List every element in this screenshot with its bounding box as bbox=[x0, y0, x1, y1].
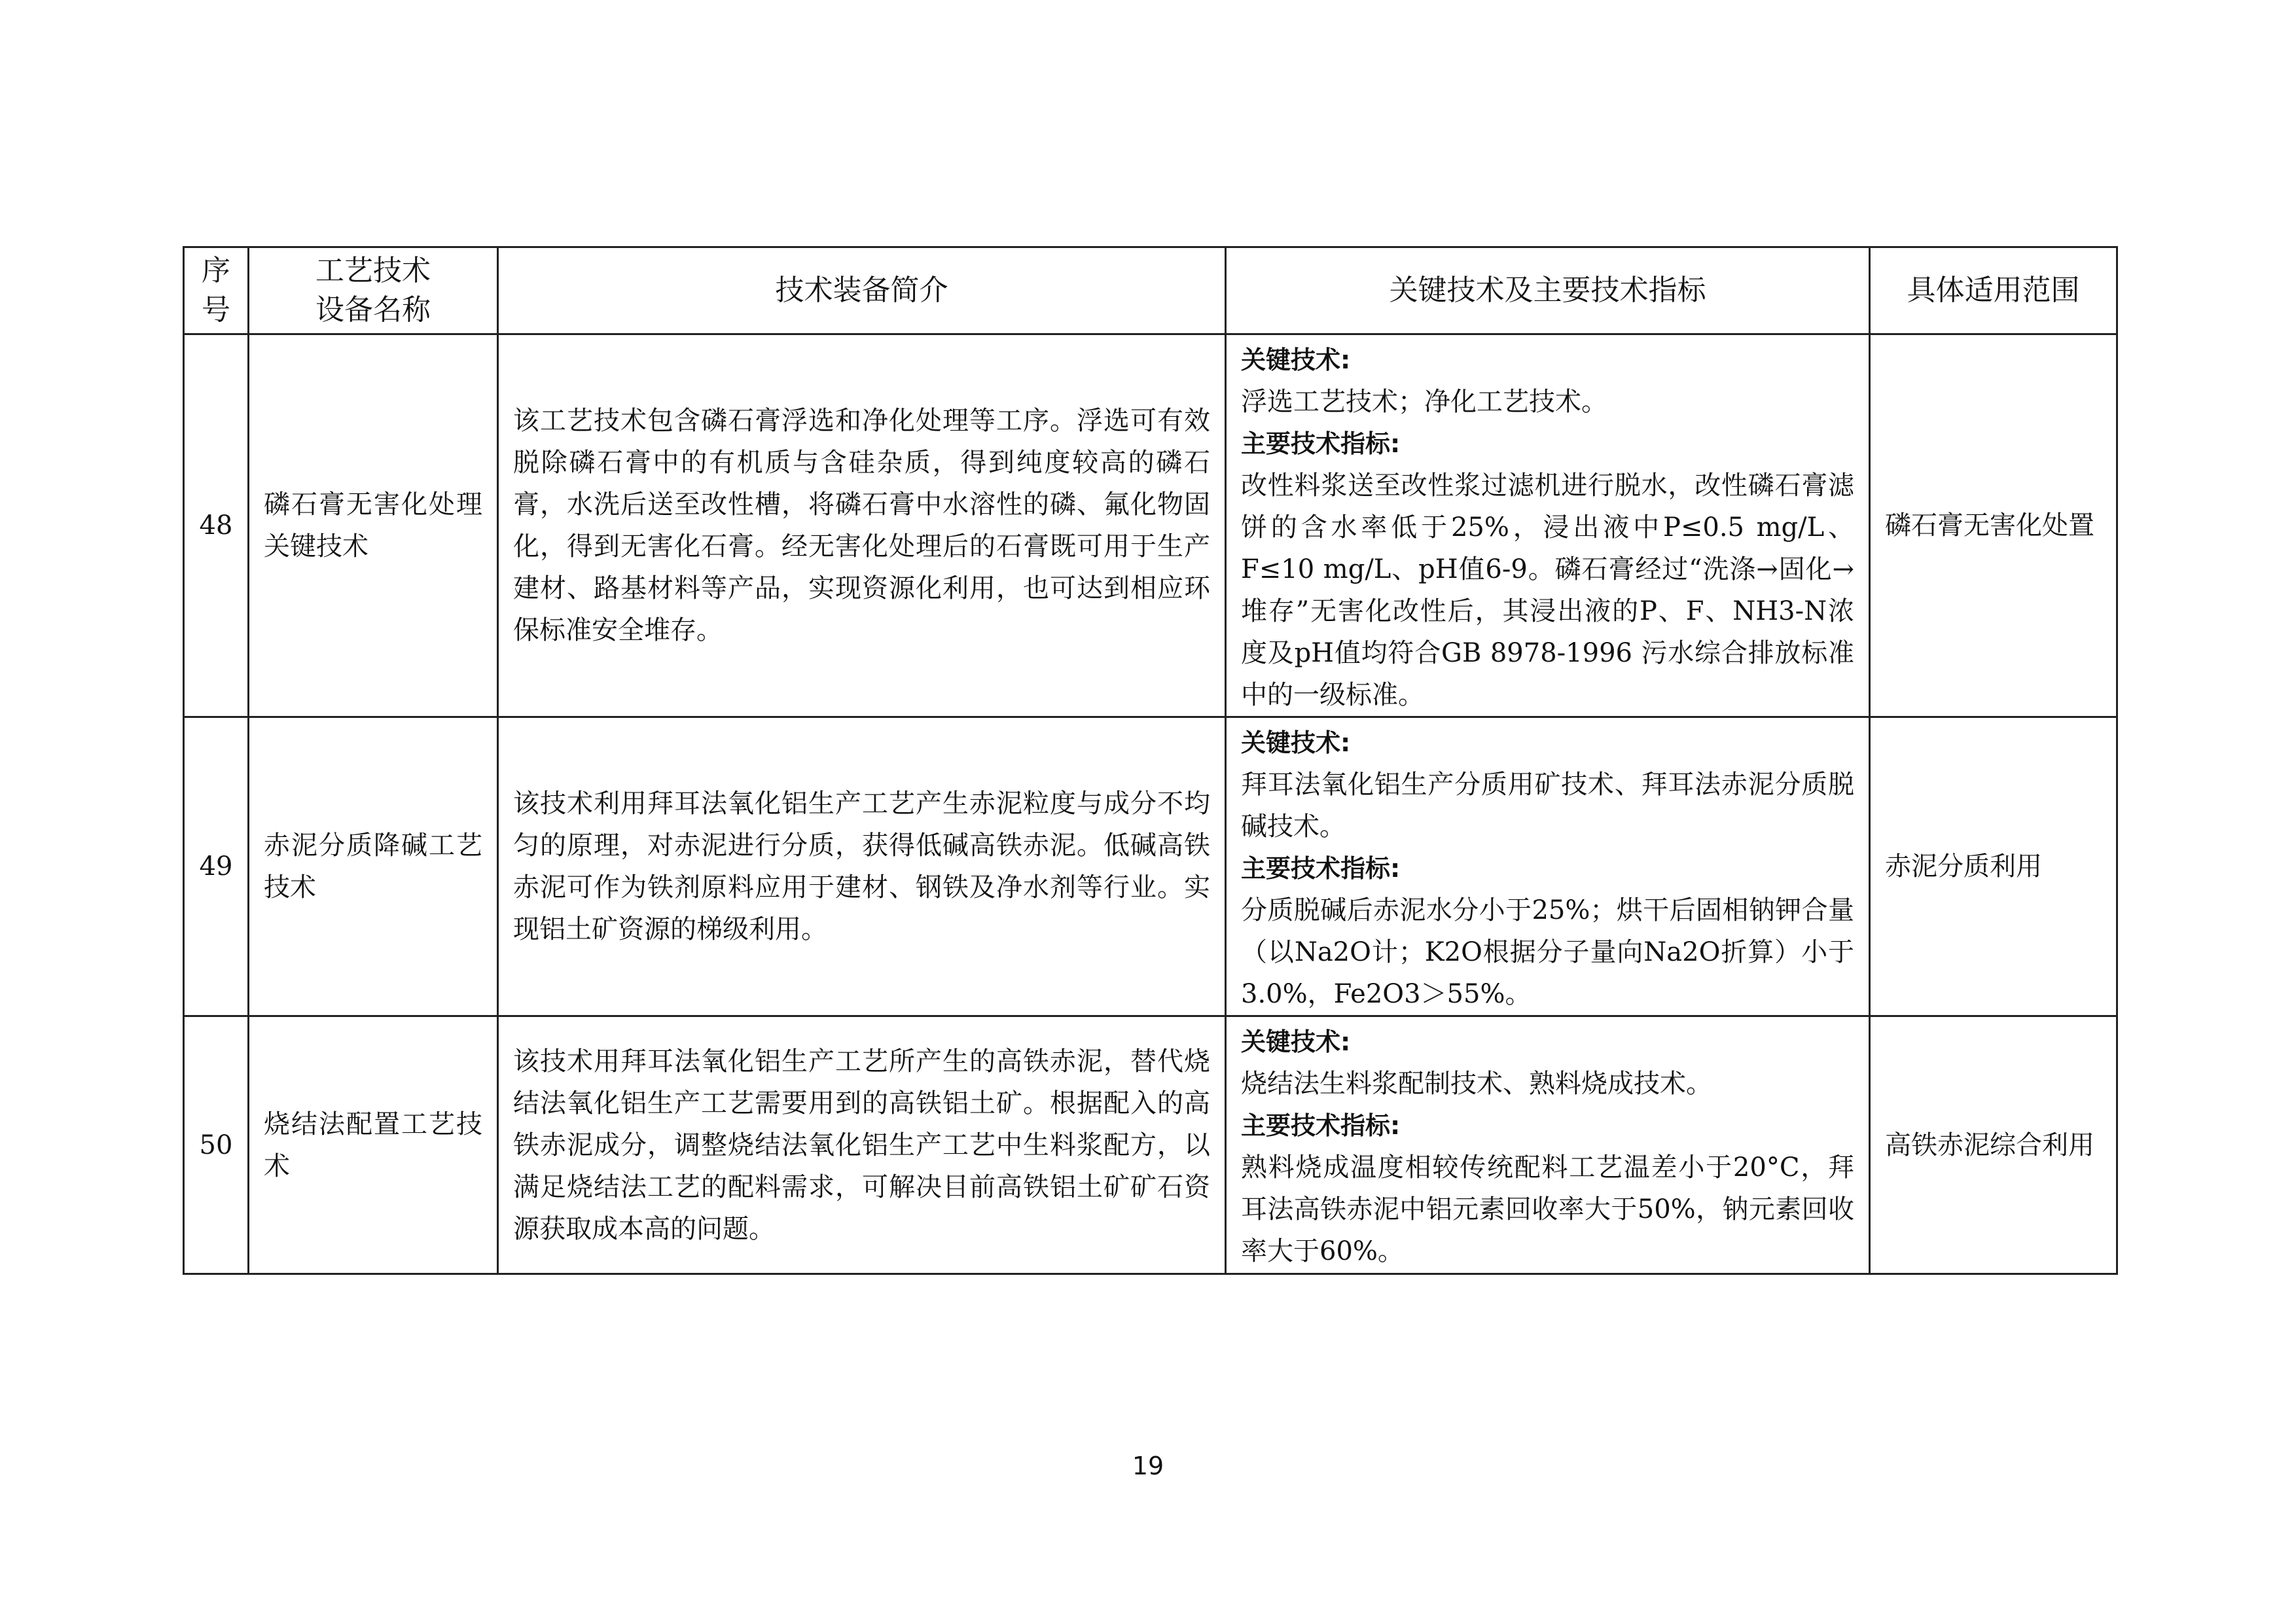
row-scope: 磷石膏无害化处置 bbox=[1885, 510, 2094, 541]
row-name: 赤泥分质降碱工艺技术 bbox=[264, 830, 482, 902]
table-row bbox=[184, 1016, 2117, 1274]
row-scope: 赤泥分质利用 bbox=[1885, 851, 2042, 882]
technology-table bbox=[183, 246, 2118, 1275]
table-row bbox=[184, 334, 2117, 717]
table-header-row bbox=[184, 247, 2117, 334]
header-intro: 技术装备简介 bbox=[498, 247, 1226, 334]
row-name-cell bbox=[249, 717, 498, 1016]
row-index: 48 bbox=[184, 334, 249, 717]
row-index: 49 bbox=[184, 717, 249, 1016]
row-key-cell bbox=[1226, 1016, 1870, 1274]
main-index-text: 熟料烧成温度相较传统配料工艺温差小于20°C，拜耳法高铁赤泥中铝元素回收率大于50%，钠元素回收率大于60%。 bbox=[1241, 1152, 1854, 1266]
header-index: 序号 bbox=[184, 247, 249, 334]
row-scope-cell bbox=[1870, 1016, 2117, 1274]
key-tech-label: 关键技术: bbox=[1241, 346, 1351, 374]
row-intro-cell bbox=[498, 1016, 1226, 1274]
row-scope-cell bbox=[1870, 334, 2117, 717]
key-tech-text: 拜耳法氧化铝生产分质用矿技术、拜耳法赤泥分质脱碱技术。 bbox=[1241, 770, 1854, 842]
main-index-text: 分质脱碱后赤泥水分小于25%；烘干后固相钠钾合量（以Na2O计；K2O根据分子量向Na2O折算）小于3.0%，Fe2O3＞55%。 bbox=[1241, 895, 1854, 1009]
main-index-label: 主要技术指标: bbox=[1241, 854, 1401, 883]
row-scope-cell bbox=[1870, 717, 2117, 1016]
main-index-text: 改性料浆送至改性浆过滤机进行脱水，改性磷石膏滤饼的含水率低于25%，浸出液中P≤0.5 mg/L、F≤10 mg/L、pH值6-9。磷石膏经过“洗涤→固化→堆存”无害化改性后，其浸出液的P、F、NH3-N浓度及pH值均符合GB 8978-1996 污水综合排放标准中的一级标准。 bbox=[1241, 471, 1854, 710]
header-key: 关键技术及主要技术指标 bbox=[1226, 247, 1870, 334]
table-row bbox=[184, 717, 2117, 1016]
main-index-label: 主要技术指标: bbox=[1241, 1111, 1401, 1140]
row-name: 烧结法配置工艺技术 bbox=[264, 1109, 482, 1181]
row-scope: 高铁赤泥综合利用 bbox=[1885, 1130, 2094, 1160]
row-intro: 该工艺技术包含磷石膏浮选和净化处理等工序。浮选可有效脱除磷石膏中的有机质与含硅杂质，得到纯度较高的磷石膏，水洗后送至改性槽，将磷石膏中水溶性的磷、氟化物固化，得到无害化石膏。经无害化处理后的石膏既可用于生产建材、路基材料等产品，实现资源化利用，也可达到相应环保标准安全堆存。 bbox=[513, 406, 1210, 645]
row-intro-cell bbox=[498, 334, 1226, 717]
row-index: 50 bbox=[184, 1016, 249, 1274]
row-name-cell bbox=[249, 334, 498, 717]
page-number: 19 bbox=[1132, 1452, 1164, 1480]
key-tech-text: 浮选工艺技术；净化工艺技术。 bbox=[1241, 387, 1607, 417]
main-index-label: 主要技术指标: bbox=[1241, 429, 1401, 458]
row-key-cell bbox=[1226, 717, 1870, 1016]
row-intro: 该技术用拜耳法氧化铝生产工艺所产生的高铁赤泥，替代烧结法氧化铝生产工艺需要用到的高铁铝土矿。根据配入的高铁赤泥成分，调整烧结法氧化铝生产工艺中生料浆配方，以满足烧结法工艺的配料需求，可解决目前高铁铝土矿矿石资源获取成本高的问题。 bbox=[513, 1046, 1210, 1244]
key-tech-text: 烧结法生料浆配制技术、熟料烧成技术。 bbox=[1241, 1069, 1712, 1099]
row-name: 磷石膏无害化处理关键技术 bbox=[264, 490, 482, 562]
header-name: 工艺技术设备名称 bbox=[249, 247, 498, 334]
row-name-cell bbox=[249, 1016, 498, 1274]
key-tech-label: 关键技术: bbox=[1241, 1027, 1351, 1056]
key-tech-label: 关键技术: bbox=[1241, 728, 1351, 757]
row-intro: 该技术利用拜耳法氧化铝生产工艺产生赤泥粒度与成分不均匀的原理，对赤泥进行分质，获得低碱高铁赤泥。低碱高铁赤泥可作为铁剂原料应用于建材、钢铁及净水剂等行业。实现铝土矿资源的梯级利用。 bbox=[513, 789, 1210, 944]
row-intro-cell bbox=[498, 717, 1226, 1016]
row-key-cell bbox=[1226, 334, 1870, 717]
header-scope: 具体适用范围 bbox=[1870, 247, 2117, 334]
